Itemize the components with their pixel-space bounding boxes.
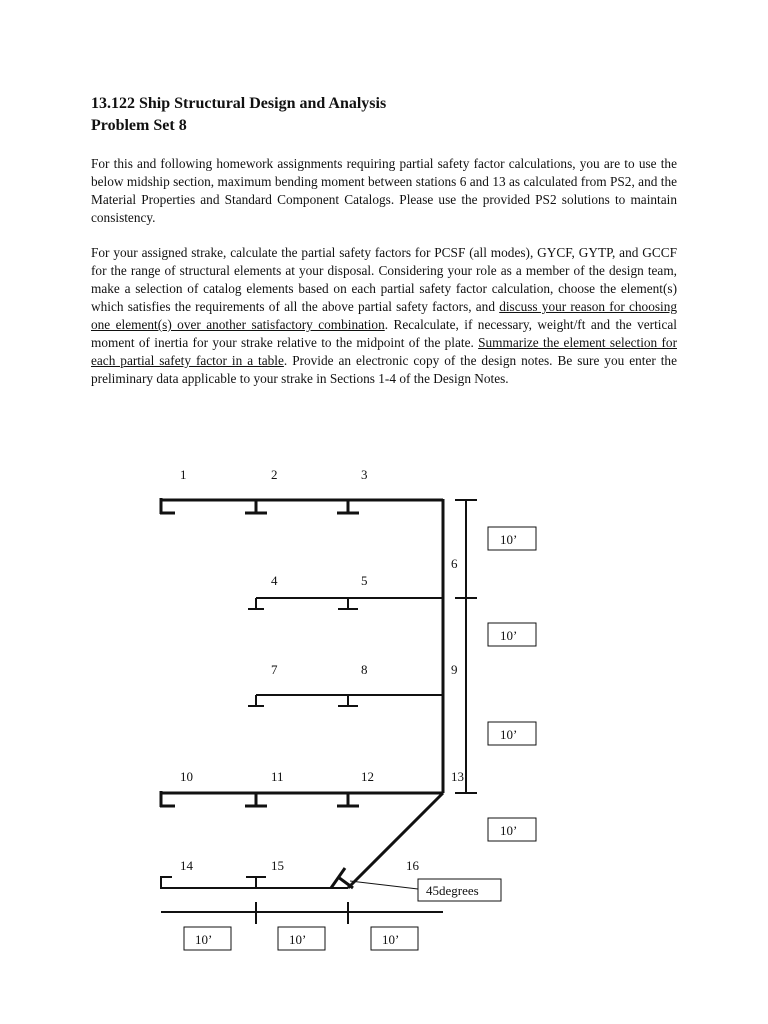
vertical-spacing-label-3: 10’: [500, 727, 518, 742]
inner-bottom: [160, 877, 348, 889]
strake-label-3: 3: [361, 467, 368, 482]
strake-label-10: 10: [180, 769, 193, 784]
second-deck: [248, 598, 443, 610]
strake-labels: [180, 467, 464, 873]
angle-annotation: [418, 879, 501, 901]
vertical-spacing-label-4: 10’: [500, 823, 518, 838]
paragraph-assignment-text-3: . Provide an electronic copy of the design notes. Be sure you enter the preliminary data applicable to your strake in Sections 1-4 of the Design Notes.: [91, 353, 677, 386]
paragraph-assignment-text-2: . Recalculate, if necessary, weight/ft and the vertical moment of inertia for your strake relative to the midpoint of the plate.: [91, 317, 677, 350]
strake-label-2: 2: [271, 467, 278, 482]
angle-label: 45degrees: [426, 883, 479, 898]
strake-label-15: 15: [271, 858, 284, 873]
strake-label-16: 16: [406, 858, 419, 873]
strake-label-12: 12: [361, 769, 374, 784]
strake-label-5: 5: [361, 573, 368, 588]
vertical-spacing-boxes: [488, 527, 536, 841]
horizontal-spacing-label-1: 10’: [195, 932, 213, 947]
angle-leader-line: [350, 881, 418, 889]
horizontal-spacing-boxes: [184, 927, 418, 950]
vertical-spacing-label-1: 10’: [500, 532, 518, 547]
vertical-dimension-line: [455, 500, 477, 793]
paragraph-instructions: For this and following homework assignments requiring partial safety factor calculations, you are to use the below midship section, maximum bending moment between stations 6 and 13 as calculated from PS2, and the Material Properties and Standard Component Catalogs. Please use the provided PS2 solutions to maintain consistency.: [91, 156, 677, 225]
strake-label-14: 14: [180, 858, 193, 873]
strake-label-6: 6: [451, 556, 458, 571]
main-deck: [160, 498, 443, 514]
underlined-summary-requirement: Summarize the element selection for each partial safety factor in a table: [91, 335, 677, 368]
strake-label-7: 7: [271, 662, 278, 677]
strake-label-9: 9: [451, 662, 458, 677]
paragraph-assignment-text-1: For your assigned strake, calculate the partial safety factors for PCSF (all modes), GYCF, GYTP, and GCCF for the range of structural elements at your disposal. Considering your role as a member of the design team, make a selection of catalog elements based on each partial safety factor calculation, choose the element(s) which satisfies the requirements of all the above partial safety factors, and: [91, 245, 677, 314]
side-shell: [331, 499, 443, 888]
vertical-spacing-label-2: 10’: [500, 628, 518, 643]
strake-label-4: 4: [271, 573, 278, 588]
underlined-discussion-requirement: discuss your reason for choosing one element(s) over another satisfactory combination: [91, 299, 678, 332]
strake-label-8: 8: [361, 662, 368, 677]
strake-label-13: 13: [451, 769, 464, 784]
document-title: 13.122 Ship Structural Design and Analysis: [91, 95, 387, 112]
strake-label-1: 1: [180, 467, 187, 482]
strake-label-11: 11: [271, 769, 284, 784]
third-deck: [248, 695, 443, 707]
document-subtitle: Problem Set 8: [91, 117, 187, 134]
fourth-deck: [160, 791, 443, 807]
bottom-baseline: [161, 902, 443, 924]
horizontal-spacing-label-2: 10’: [289, 932, 307, 947]
horizontal-spacing-label-3: 10’: [382, 932, 400, 947]
